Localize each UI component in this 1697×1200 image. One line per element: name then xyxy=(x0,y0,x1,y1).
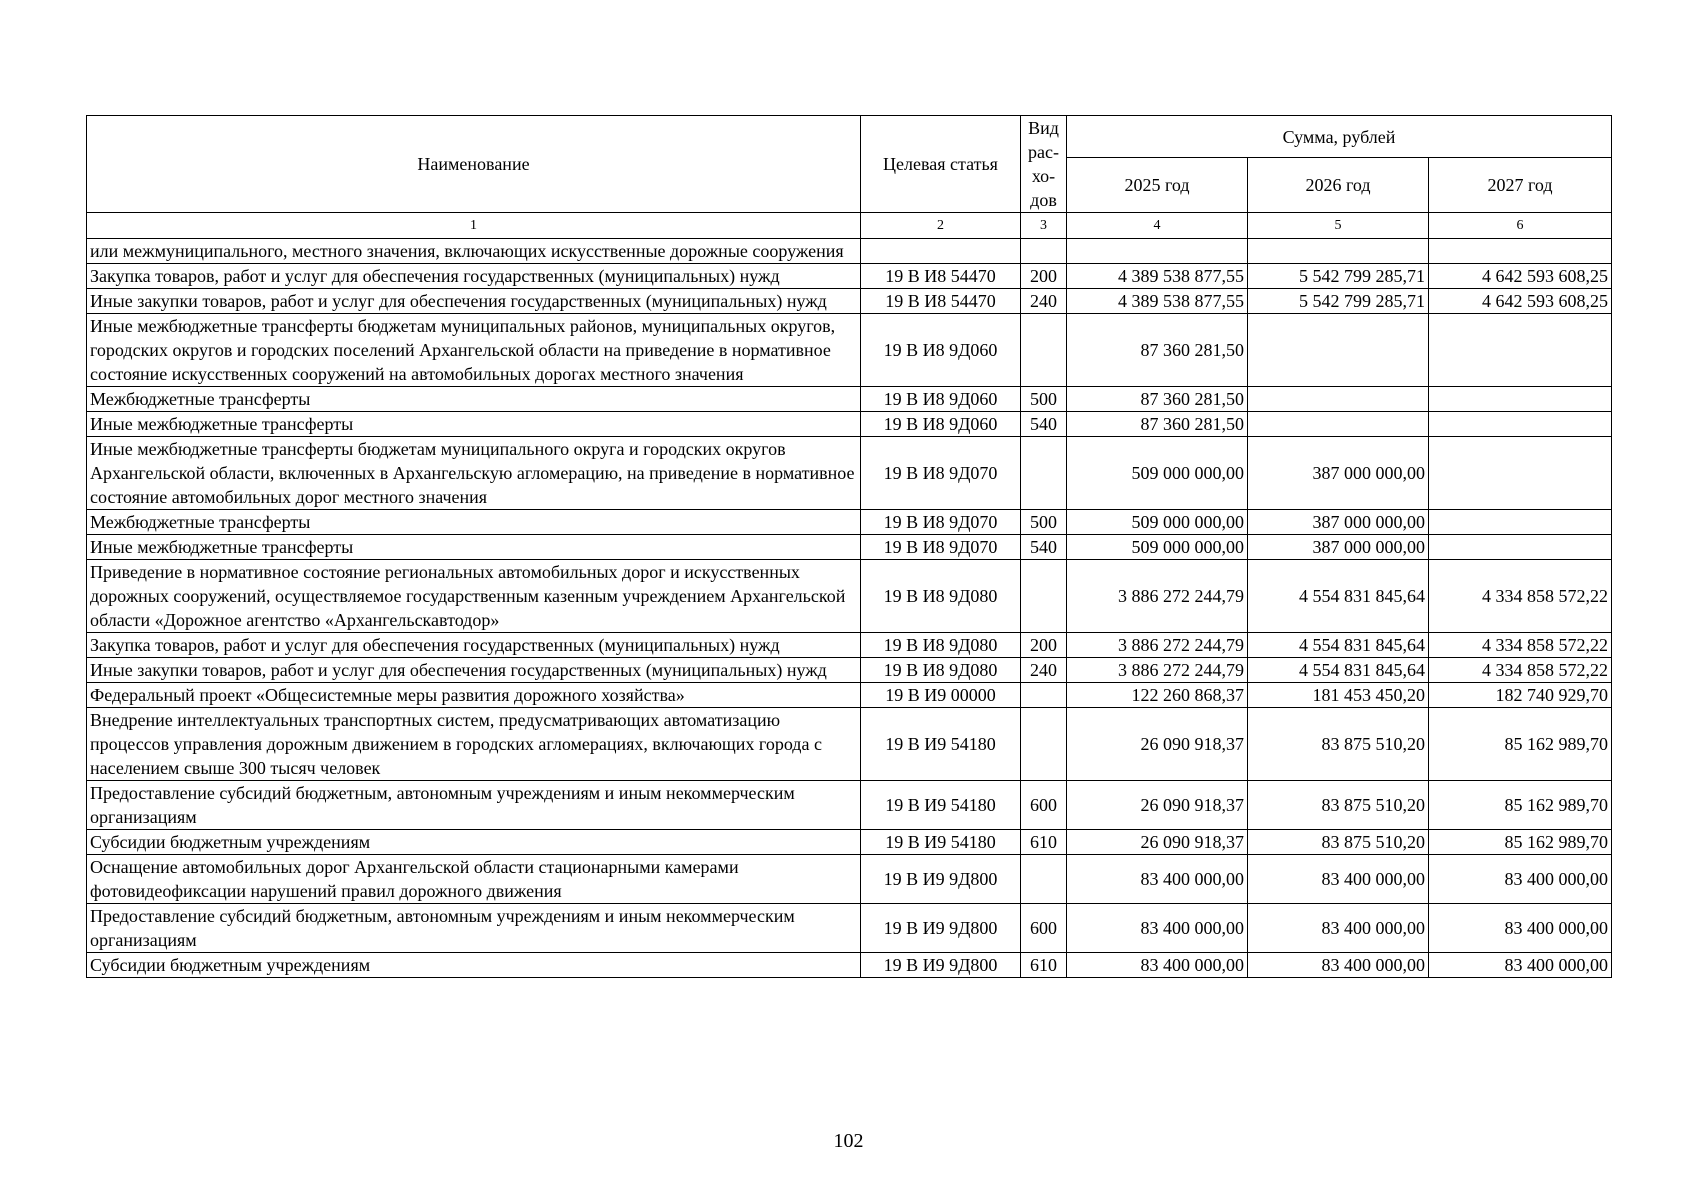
row-target-article: 19 В И8 9Д070 xyxy=(861,535,1021,560)
row-expense-type xyxy=(1021,683,1067,708)
row-amount-2027: 4 642 593 608,25 xyxy=(1429,264,1612,289)
row-amount-2025: 26 090 918,37 xyxy=(1067,781,1248,830)
table-row xyxy=(87,953,1612,978)
row-name: Закупка товаров, работ и услуг для обеспечения государственных (муниципальных) нужд xyxy=(87,633,861,658)
row-amount-2025: 87 360 281,50 xyxy=(1067,387,1248,412)
row-amount-2026: 387 000 000,00 xyxy=(1248,510,1429,535)
row-target-article: 19 В И9 54180 xyxy=(861,708,1021,781)
table-row xyxy=(87,412,1612,437)
table-row xyxy=(87,830,1612,855)
row-amount-2026: 4 554 831 845,64 xyxy=(1248,658,1429,683)
column-number: 3 xyxy=(1021,213,1067,239)
row-amount-2026: 83 400 000,00 xyxy=(1248,855,1429,904)
row-expense-type xyxy=(1021,239,1067,264)
row-target-article: 19 В И8 9Д070 xyxy=(861,437,1021,510)
row-expense-type: 540 xyxy=(1021,412,1067,437)
row-amount-2025: 3 886 272 244,79 xyxy=(1067,560,1248,633)
row-amount-2026: 181 453 450,20 xyxy=(1248,683,1429,708)
column-number: 6 xyxy=(1429,213,1612,239)
row-amount-2027 xyxy=(1429,314,1612,387)
column-number: 1 xyxy=(87,213,861,239)
row-target-article: 19 В И9 9Д800 xyxy=(861,953,1021,978)
row-name: Приведение в нормативное состояние региональных автомобильных дорог и искусственных дорожных сооружений, осуществляемое государственным казенным учреждением Архангельской области «Дорожное агентство «Архангельскавтодор» xyxy=(87,560,861,633)
row-amount-2025 xyxy=(1067,239,1248,264)
table-row xyxy=(87,314,1612,387)
row-expense-type xyxy=(1021,708,1067,781)
row-name: Предоставление субсидий бюджетным, автономным учреждениям и иным некоммерческим организациям xyxy=(87,781,861,830)
row-target-article: 19 В И8 54470 xyxy=(861,264,1021,289)
row-amount-2026: 5 542 799 285,71 xyxy=(1248,289,1429,314)
column-number-row xyxy=(87,213,1612,239)
row-expense-type: 500 xyxy=(1021,510,1067,535)
row-expense-type: 600 xyxy=(1021,904,1067,953)
row-amount-2025: 3 886 272 244,79 xyxy=(1067,658,1248,683)
budget-table xyxy=(86,115,1612,978)
row-amount-2027 xyxy=(1429,412,1612,437)
row-amount-2027 xyxy=(1429,510,1612,535)
row-name: Иные межбюджетные трансферты бюджетам муниципального округа и городских округов Архангельской области, включенных в Архангельскую агломерацию, на приведение в нормативное состояние автомобильных дорог местного значения xyxy=(87,437,861,510)
table-row xyxy=(87,289,1612,314)
row-amount-2025: 4 389 538 877,55 xyxy=(1067,289,1248,314)
table-row xyxy=(87,535,1612,560)
row-amount-2025: 87 360 281,50 xyxy=(1067,412,1248,437)
table-row xyxy=(87,510,1612,535)
row-target-article: 19 В И9 54180 xyxy=(861,781,1021,830)
row-amount-2026: 83 875 510,20 xyxy=(1248,830,1429,855)
row-target-article: 19 В И8 54470 xyxy=(861,289,1021,314)
header-target-article: Целевая статья xyxy=(861,116,1021,213)
row-name: Внедрение интеллектуальных транспортных систем, предусматривающих автоматизацию процессов управления дорожным движением в городских агломерациях, включающих города с населением свыше 300 тысяч человек xyxy=(87,708,861,781)
row-target-article: 19 В И9 00000 xyxy=(861,683,1021,708)
row-expense-type: 500 xyxy=(1021,387,1067,412)
row-name: Иные межбюджетные трансферты xyxy=(87,412,861,437)
row-name: Иные межбюджетные трансферты бюджетам муниципальных районов, муниципальных округов, городских округов и городских поселений Архангельской области на приведение в нормативное состояние искусственных сооружений на автомобильных дорогах местного значения xyxy=(87,314,861,387)
row-expense-type xyxy=(1021,855,1067,904)
header-year-2027: 2027 год xyxy=(1429,158,1612,213)
row-amount-2026: 83 875 510,20 xyxy=(1248,781,1429,830)
row-expense-type: 540 xyxy=(1021,535,1067,560)
row-target-article: 19 В И9 9Д800 xyxy=(861,855,1021,904)
row-amount-2027: 83 400 000,00 xyxy=(1429,855,1612,904)
row-amount-2025: 26 090 918,37 xyxy=(1067,830,1248,855)
row-amount-2027 xyxy=(1429,239,1612,264)
row-expense-type: 240 xyxy=(1021,658,1067,683)
row-expense-type xyxy=(1021,437,1067,510)
row-amount-2025: 509 000 000,00 xyxy=(1067,510,1248,535)
row-amount-2026: 83 400 000,00 xyxy=(1248,953,1429,978)
row-name: Иные закупки товаров, работ и услуг для обеспечения государственных (муниципальных) нужд xyxy=(87,289,861,314)
row-name: Предоставление субсидий бюджетным, автономным учреждениям и иным некоммерческим организациям xyxy=(87,904,861,953)
row-amount-2027: 85 162 989,70 xyxy=(1429,781,1612,830)
row-amount-2025: 509 000 000,00 xyxy=(1067,437,1248,510)
header-year-2026: 2026 год xyxy=(1248,158,1429,213)
column-number: 4 xyxy=(1067,213,1248,239)
row-target-article: 19 В И8 9Д060 xyxy=(861,314,1021,387)
row-name: Межбюджетные трансферты xyxy=(87,510,861,535)
row-amount-2026: 4 554 831 845,64 xyxy=(1248,560,1429,633)
table-row xyxy=(87,708,1612,781)
row-amount-2027: 85 162 989,70 xyxy=(1429,708,1612,781)
row-expense-type xyxy=(1021,314,1067,387)
row-expense-type: 610 xyxy=(1021,953,1067,978)
row-target-article xyxy=(861,239,1021,264)
row-amount-2027 xyxy=(1429,535,1612,560)
row-amount-2026 xyxy=(1248,387,1429,412)
table-row xyxy=(87,437,1612,510)
row-name: Межбюджетные трансферты xyxy=(87,387,861,412)
row-amount-2027: 4 334 858 572,22 xyxy=(1429,633,1612,658)
row-amount-2025: 4 389 538 877,55 xyxy=(1067,264,1248,289)
header-year-2025: 2025 год xyxy=(1067,158,1248,213)
row-expense-type: 240 xyxy=(1021,289,1067,314)
row-name: Субсидии бюджетным учреждениям xyxy=(87,953,861,978)
row-amount-2025: 83 400 000,00 xyxy=(1067,855,1248,904)
row-amount-2026: 387 000 000,00 xyxy=(1248,535,1429,560)
row-amount-2025: 87 360 281,50 xyxy=(1067,314,1248,387)
row-amount-2026: 387 000 000,00 xyxy=(1248,437,1429,510)
row-amount-2026 xyxy=(1248,239,1429,264)
row-name: Субсидии бюджетным учреждениям xyxy=(87,830,861,855)
row-amount-2027: 83 400 000,00 xyxy=(1429,953,1612,978)
table-body xyxy=(87,239,1612,978)
row-target-article: 19 В И8 9Д070 xyxy=(861,510,1021,535)
table-row xyxy=(87,658,1612,683)
table-row xyxy=(87,387,1612,412)
row-target-article: 19 В И9 54180 xyxy=(861,830,1021,855)
row-name: Федеральный проект «Общесистемные меры развития дорожного хозяйства» xyxy=(87,683,861,708)
table-row xyxy=(87,781,1612,830)
table-row xyxy=(87,683,1612,708)
header-sum: Сумма, рублей xyxy=(1067,116,1612,158)
row-amount-2025: 83 400 000,00 xyxy=(1067,904,1248,953)
table-row xyxy=(87,904,1612,953)
row-name: Иные закупки товаров, работ и услуг для обеспечения государственных (муниципальных) нужд xyxy=(87,658,861,683)
row-amount-2026 xyxy=(1248,314,1429,387)
page-number: 102 xyxy=(833,1130,864,1152)
row-target-article: 19 В И8 9Д080 xyxy=(861,633,1021,658)
row-target-article: 19 В И9 9Д800 xyxy=(861,904,1021,953)
row-target-article: 19 В И8 9Д060 xyxy=(861,387,1021,412)
row-amount-2027: 85 162 989,70 xyxy=(1429,830,1612,855)
header-expense-type: Вид рас- хо- дов xyxy=(1021,116,1067,213)
row-amount-2026: 83 875 510,20 xyxy=(1248,708,1429,781)
table-row xyxy=(87,560,1612,633)
row-amount-2027 xyxy=(1429,387,1612,412)
row-name: Иные межбюджетные трансферты xyxy=(87,535,861,560)
column-number: 5 xyxy=(1248,213,1429,239)
row-target-article: 19 В И8 9Д080 xyxy=(861,658,1021,683)
row-target-article: 19 В И8 9Д060 xyxy=(861,412,1021,437)
table-row xyxy=(87,239,1612,264)
table-header xyxy=(87,116,1612,239)
row-expense-type: 600 xyxy=(1021,781,1067,830)
row-amount-2025: 26 090 918,37 xyxy=(1067,708,1248,781)
row-expense-type: 610 xyxy=(1021,830,1067,855)
row-amount-2025: 509 000 000,00 xyxy=(1067,535,1248,560)
row-amount-2027: 4 334 858 572,22 xyxy=(1429,560,1612,633)
row-expense-type xyxy=(1021,560,1067,633)
row-amount-2026: 83 400 000,00 xyxy=(1248,904,1429,953)
row-name: Закупка товаров, работ и услуг для обеспечения государственных (муниципальных) нужд xyxy=(87,264,861,289)
row-expense-type: 200 xyxy=(1021,633,1067,658)
table-row xyxy=(87,855,1612,904)
row-name: Оснащение автомобильных дорог Архангельской области стационарными камерами фотовидеофиксации нарушений правил дорожного движения xyxy=(87,855,861,904)
row-name: или межмуниципального, местного значения, включающих искусственные дорожные сооружения xyxy=(87,239,861,264)
row-amount-2027 xyxy=(1429,437,1612,510)
row-expense-type: 200 xyxy=(1021,264,1067,289)
row-amount-2027: 83 400 000,00 xyxy=(1429,904,1612,953)
column-number: 2 xyxy=(861,213,1021,239)
row-amount-2026: 4 554 831 845,64 xyxy=(1248,633,1429,658)
table-row xyxy=(87,264,1612,289)
row-amount-2025: 83 400 000,00 xyxy=(1067,953,1248,978)
row-amount-2026: 5 542 799 285,71 xyxy=(1248,264,1429,289)
row-amount-2027: 4 642 593 608,25 xyxy=(1429,289,1612,314)
row-amount-2025: 3 886 272 244,79 xyxy=(1067,633,1248,658)
row-amount-2027: 182 740 929,70 xyxy=(1429,683,1612,708)
table-row xyxy=(87,633,1612,658)
header-name: Наименование xyxy=(87,116,861,213)
row-target-article: 19 В И8 9Д080 xyxy=(861,560,1021,633)
row-amount-2027: 4 334 858 572,22 xyxy=(1429,658,1612,683)
row-amount-2026 xyxy=(1248,412,1429,437)
row-amount-2025: 122 260 868,37 xyxy=(1067,683,1248,708)
